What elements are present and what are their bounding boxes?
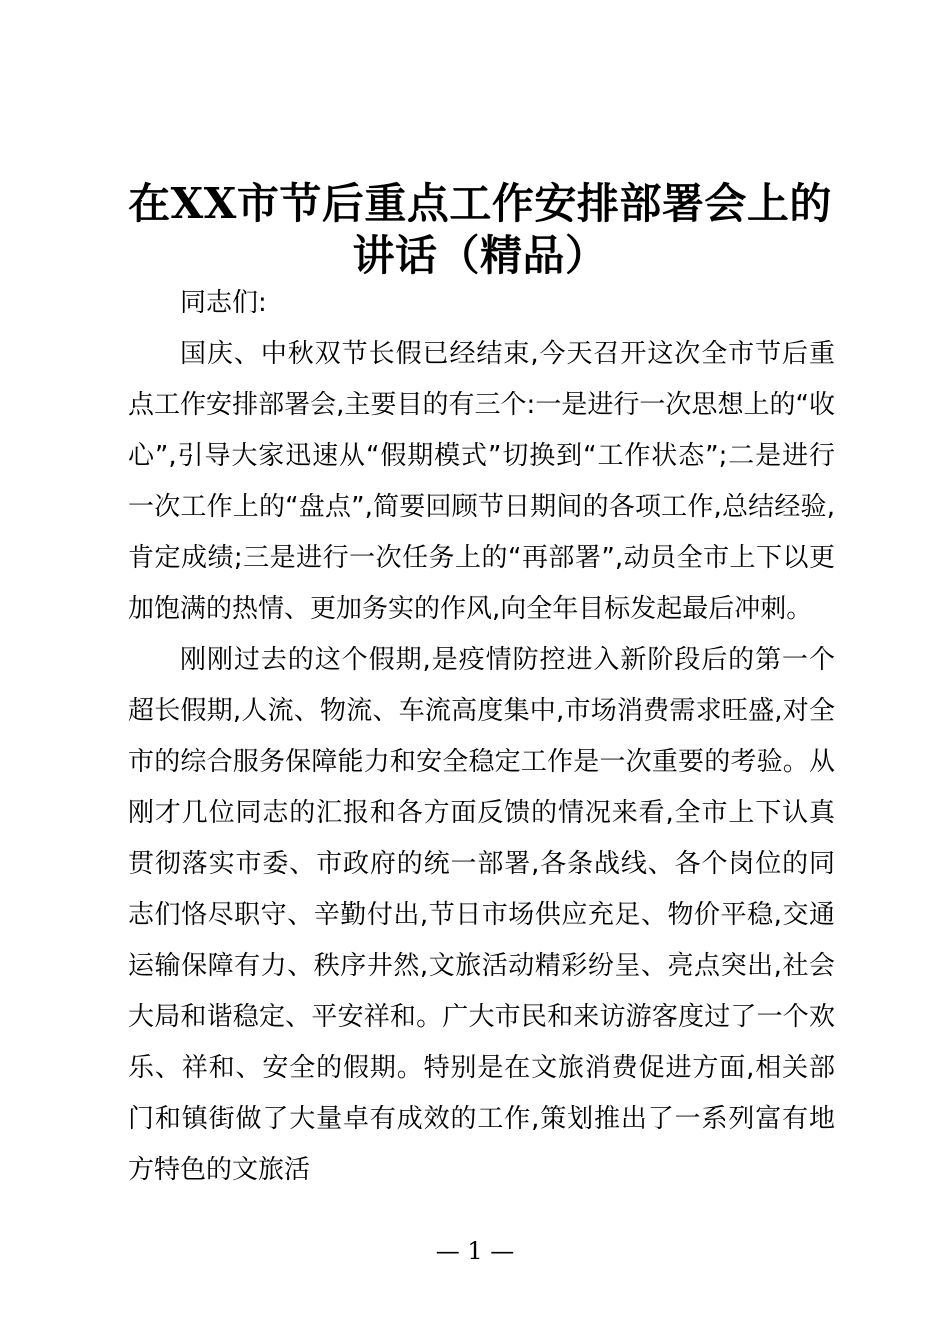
document-body <box>128 278 835 1196</box>
title-line-1: 在XX市节后重点工作安排部署会上的 <box>128 179 832 228</box>
paragraph-1: 国庆、中秋双节长假已经结束,今天召开这次全市节后重点工作安排部署会,主要目的有三个:一是进行一次思想上的“收心”,引导大家迅速从“假期模式”切换到“工作状态”;二是进行一次工作上的“盘点”,简要回顾节日期间的各项工作,总结经验,肯定成绩;三是进行一次任务上的“再部署”,动员全市上下以更加饱满的热情、更加务实的作风,向全年目标发起最后冲刺。 <box>128 339 835 624</box>
page-number: — 1 — <box>435 1237 515 1265</box>
salutation: 同志们: <box>180 288 267 318</box>
document-title <box>120 178 840 282</box>
paragraph-2: 刚刚过去的这个假期,是疫情防控进入新阶段后的第一个超长假期,人流、物流、车流高度集中,市场消费需求旺盛,对全市的综合服务保障能力和安全稳定工作是一次重要的考验。从刚才几位同志的汇报和各方面反馈的情况来看,全市上下认真贯彻落实市委、市政府的统一部署,各条战线、各个岗位的同志们恪尽职守、辛勤付出,节日市场供应充足、物价平稳,交通运输保障有力、秩序井然,文旅活动精彩纷呈、亮点突出,社会大局和谐稳定、平安祥和。广大市民和来访游客度过了一个欢乐、祥和、安全的假期。特别是在文旅消费促进方面,相关部门和镇街做了大量卓有成效的工作,策划推出了一系列富有地方特色的文旅活 <box>128 645 835 1185</box>
title-line-2: 讲话（精品） <box>352 231 608 280</box>
